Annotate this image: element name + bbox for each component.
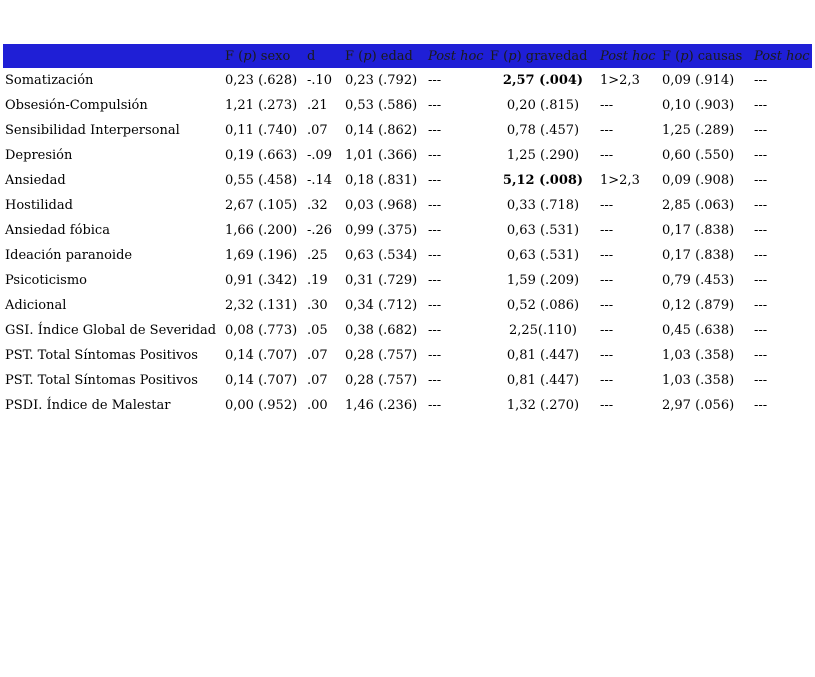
cell-f-gravedad: 0,81 (.447) <box>506 348 580 363</box>
cell-d: .32 <box>307 198 328 213</box>
cell-d: .00 <box>307 398 328 413</box>
table-row <box>3 68 812 93</box>
cell-post-hoc-edad: --- <box>428 248 442 263</box>
cell-post-hoc-gravedad: --- <box>600 298 614 313</box>
cell-f-sexo: 0,14 (.707) <box>225 348 298 363</box>
row-label: PST. Total Síntomas Positivos <box>5 373 198 388</box>
cell-post-hoc-causas: --- <box>754 148 768 163</box>
cell-f-edad: 0,99 (.375) <box>345 223 418 238</box>
cell-post-hoc-causas: --- <box>754 348 768 363</box>
cell-f-causas: 0,09 (.908) <box>662 173 735 188</box>
row-label: Sensibilidad Interpersonal <box>5 123 180 138</box>
cell-f-gravedad: 0,78 (.457) <box>506 123 580 138</box>
cell-post-hoc-causas: --- <box>754 398 768 413</box>
header-post-hoc-gravedad <box>598 44 660 68</box>
table-row <box>3 318 812 343</box>
header-f-sexo <box>223 44 305 68</box>
header-f-edad <box>343 44 426 68</box>
cell-f-causas: 0,12 (.879) <box>662 298 735 313</box>
cell-post-hoc-causas: --- <box>754 98 768 113</box>
cell-post-hoc-causas: --- <box>754 73 768 88</box>
cell-f-sexo: 0,14 (.707) <box>225 373 298 388</box>
header-post-hoc-gravedad-text: Post hoc <box>600 48 656 64</box>
cell-f-sexo: 1,21 (.273) <box>225 98 298 113</box>
cell-f-gravedad: 0,63 (.531) <box>506 248 580 263</box>
header-f-causas-pre: F ( <box>662 48 681 64</box>
cell-f-gravedad: 2,57 (.004) <box>502 73 584 88</box>
cell-post-hoc-edad: --- <box>428 398 442 413</box>
cell-d: -.14 <box>307 173 333 188</box>
table-body <box>3 68 812 418</box>
cell-post-hoc-gravedad: --- <box>600 398 614 413</box>
cell-f-sexo: 0,00 (.952) <box>225 398 298 413</box>
cell-f-gravedad: 2,25(.110) <box>508 323 578 338</box>
cell-f-edad: 0,14 (.862) <box>345 123 418 138</box>
cell-d: .07 <box>307 373 328 388</box>
cell-post-hoc-gravedad: 1>2,3 <box>600 73 640 88</box>
cell-f-causas: 0,60 (.550) <box>662 148 735 163</box>
cell-f-gravedad: 0,81 (.447) <box>506 373 580 388</box>
cell-f-edad: 0,31 (.729) <box>345 273 418 288</box>
header-f-gravedad-p: p <box>508 48 517 64</box>
header-post-hoc-edad <box>426 44 488 68</box>
table-row <box>3 93 812 118</box>
cell-f-edad: 0,28 (.757) <box>345 348 418 363</box>
cell-post-hoc-causas: --- <box>754 298 768 313</box>
header-f-edad-p: p <box>363 48 372 64</box>
cell-post-hoc-gravedad: --- <box>600 348 614 363</box>
cell-post-hoc-causas: --- <box>754 273 768 288</box>
cell-f-gravedad: 1,59 (.209) <box>506 273 580 288</box>
header-f-causas <box>660 44 752 68</box>
table-row <box>3 268 812 293</box>
header-post-hoc-causas-text: Post hoc <box>754 48 810 64</box>
cell-post-hoc-causas: --- <box>754 323 768 338</box>
cell-post-hoc-gravedad: --- <box>600 98 614 113</box>
table-row <box>3 293 812 318</box>
header-post-hoc-causas <box>752 44 812 68</box>
cell-post-hoc-edad: --- <box>428 223 442 238</box>
cell-f-sexo: 0,19 (.663) <box>225 148 298 163</box>
cell-post-hoc-gravedad: --- <box>600 198 614 213</box>
header-f-sexo-p: p <box>243 48 252 64</box>
cell-f-causas: 2,85 (.063) <box>662 198 735 213</box>
cell-post-hoc-edad: --- <box>428 98 442 113</box>
table-row <box>3 168 812 193</box>
cell-post-hoc-gravedad: --- <box>600 373 614 388</box>
row-label: Obsesión-Compulsión <box>5 98 148 113</box>
cell-d: .30 <box>307 298 328 313</box>
results-table <box>3 44 812 418</box>
header-f-edad-pre: F ( <box>345 48 364 64</box>
row-label: Depresión <box>5 148 73 163</box>
cell-f-gravedad: 0,33 (.718) <box>506 198 580 213</box>
row-label: Ansiedad <box>5 173 66 188</box>
cell-post-hoc-gravedad: --- <box>600 273 614 288</box>
cell-f-sexo: 1,69 (.196) <box>225 248 298 263</box>
results-table-container <box>3 44 812 418</box>
cell-post-hoc-edad: --- <box>428 373 442 388</box>
cell-d: .07 <box>307 348 328 363</box>
cell-f-edad: 1,01 (.366) <box>345 148 418 163</box>
cell-post-hoc-gravedad: --- <box>600 148 614 163</box>
cell-f-edad: 0,23 (.792) <box>345 73 418 88</box>
row-label: Ideación paranoide <box>5 248 133 263</box>
cell-f-causas: 0,10 (.903) <box>662 98 735 113</box>
cell-f-gravedad: 0,52 (.086) <box>506 298 580 313</box>
header-label-column <box>3 44 223 68</box>
cell-f-gravedad: 1,32 (.270) <box>506 398 580 413</box>
cell-f-sexo: 2,67 (.105) <box>225 198 298 213</box>
header-f-gravedad-pre: F ( <box>490 48 509 64</box>
cell-f-gravedad: 5,12 (.008) <box>502 173 584 188</box>
cell-f-sexo: 0,55 (.458) <box>225 173 298 188</box>
cell-f-causas: 0,17 (.838) <box>662 248 735 263</box>
cell-f-causas: 1,03 (.358) <box>662 348 735 363</box>
row-label: Somatización <box>5 73 94 88</box>
table-row <box>3 368 812 393</box>
table-row <box>3 143 812 168</box>
cell-post-hoc-edad: --- <box>428 298 442 313</box>
cell-post-hoc-causas: --- <box>754 173 768 188</box>
row-label: GSI. Índice Global de Severidad <box>5 323 217 338</box>
cell-f-sexo: 1,66 (.200) <box>225 223 298 238</box>
cell-post-hoc-gravedad: --- <box>600 223 614 238</box>
cell-f-gravedad: 1,25 (.290) <box>506 148 580 163</box>
table-row <box>3 343 812 368</box>
cell-d: .07 <box>307 123 328 138</box>
cell-f-edad: 0,34 (.712) <box>345 298 418 313</box>
cell-post-hoc-causas: --- <box>754 123 768 138</box>
cell-post-hoc-causas: --- <box>754 373 768 388</box>
cell-f-causas: 1,03 (.358) <box>662 373 735 388</box>
row-label: Ansiedad fóbica <box>5 223 110 238</box>
cell-d: .19 <box>307 273 328 288</box>
cell-post-hoc-edad: --- <box>428 198 442 213</box>
cell-f-edad: 1,46 (.236) <box>345 398 418 413</box>
cell-d: .25 <box>307 248 328 263</box>
cell-d: -.09 <box>307 148 333 163</box>
cell-f-causas: 2,97 (.056) <box>662 398 735 413</box>
cell-post-hoc-edad: --- <box>428 348 442 363</box>
cell-post-hoc-causas: --- <box>754 223 768 238</box>
cell-post-hoc-gravedad: --- <box>600 323 614 338</box>
cell-f-causas: 0,45 (.638) <box>662 323 735 338</box>
header-f-sexo-pre: F ( <box>225 48 244 64</box>
cell-post-hoc-gravedad: 1>2,3 <box>600 173 640 188</box>
cell-f-sexo: 2,32 (.131) <box>225 298 298 313</box>
cell-f-edad: 0,18 (.831) <box>345 173 418 188</box>
row-label: PSDI. Índice de Malestar <box>5 398 171 413</box>
table-row <box>3 118 812 143</box>
cell-f-edad: 0,03 (.968) <box>345 198 418 213</box>
cell-f-causas: 0,79 (.453) <box>662 273 735 288</box>
cell-f-gravedad: 0,63 (.531) <box>506 223 580 238</box>
cell-post-hoc-gravedad: --- <box>600 248 614 263</box>
cell-f-causas: 0,17 (.838) <box>662 223 735 238</box>
header-d: d <box>307 48 316 64</box>
row-label: PST. Total Síntomas Positivos <box>5 348 198 363</box>
header-f-causas-p: p <box>680 48 689 64</box>
table-row <box>3 218 812 243</box>
header-f-gravedad-post: ) gravedad <box>516 48 588 64</box>
table-row <box>3 193 812 218</box>
cell-f-edad: 0,53 (.586) <box>345 98 418 113</box>
cell-f-causas: 0,09 (.914) <box>662 73 735 88</box>
header-f-edad-post: ) edad <box>371 48 413 64</box>
table-header-row <box>3 44 812 68</box>
cell-post-hoc-gravedad: --- <box>600 123 614 138</box>
cell-post-hoc-edad: --- <box>428 273 442 288</box>
cell-post-hoc-edad: --- <box>428 173 442 188</box>
cell-f-gravedad: 0,20 (.815) <box>506 98 580 113</box>
cell-post-hoc-edad: --- <box>428 323 442 338</box>
cell-post-hoc-causas: --- <box>754 198 768 213</box>
cell-f-sexo: 0,11 (.740) <box>225 123 298 138</box>
header-f-sexo-post: ) sexo <box>251 48 291 64</box>
cell-f-sexo: 0,23 (.628) <box>225 73 298 88</box>
row-label: Hostilidad <box>5 198 73 213</box>
cell-post-hoc-edad: --- <box>428 123 442 138</box>
table-row <box>3 393 812 418</box>
cell-post-hoc-edad: --- <box>428 148 442 163</box>
cell-d: .21 <box>307 98 328 113</box>
header-f-gravedad <box>488 44 598 68</box>
cell-f-edad: 0,38 (.682) <box>345 323 418 338</box>
row-label: Adicional <box>5 298 67 313</box>
cell-post-hoc-causas: --- <box>754 248 768 263</box>
cell-post-hoc-edad: --- <box>428 73 442 88</box>
cell-f-sexo: 0,08 (.773) <box>225 323 298 338</box>
cell-f-edad: 0,28 (.757) <box>345 373 418 388</box>
cell-d: -.10 <box>307 73 333 88</box>
cell-d: -.26 <box>307 223 333 238</box>
table-row <box>3 243 812 268</box>
cell-d: .05 <box>307 323 328 338</box>
row-label: Psicoticismo <box>5 273 87 288</box>
header-post-hoc-edad-text: Post hoc <box>428 48 484 64</box>
cell-f-causas: 1,25 (.289) <box>662 123 735 138</box>
cell-f-edad: 0,63 (.534) <box>345 248 418 263</box>
cell-f-sexo: 0,91 (.342) <box>225 273 298 288</box>
header-f-causas-post: ) causas <box>688 48 743 64</box>
